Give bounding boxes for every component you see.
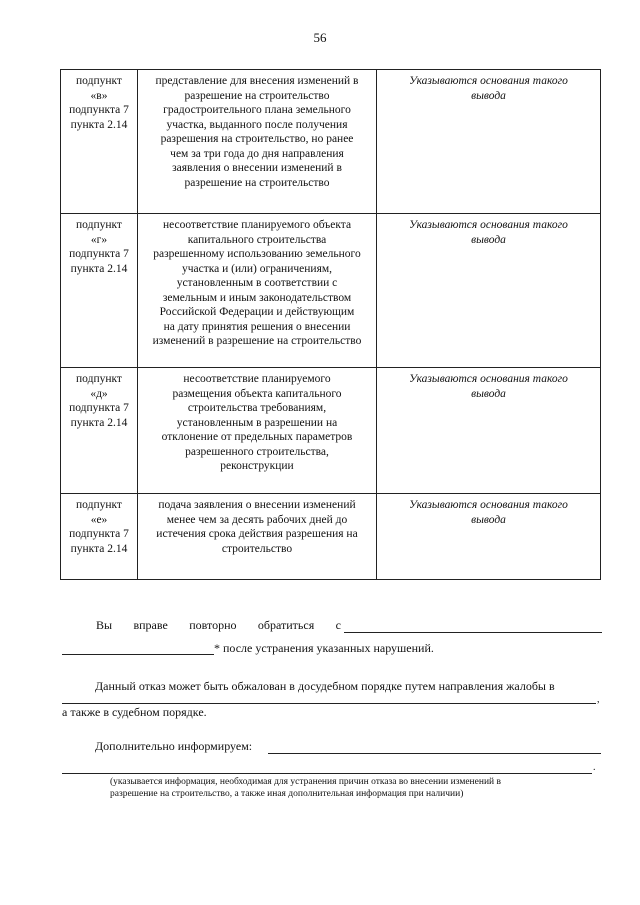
clause-cell: подпункт «г» подпункта 7 пункта 2.14 [61, 214, 138, 368]
reason-cell: подача заявления о внесении изменений менее чем за десять рабочих дней до истечения срока действия разрешения на строительство [138, 494, 377, 580]
appeal-text-cont: а также в судебном порядке. [62, 705, 207, 719]
additional-info-blank-2[interactable] [62, 773, 592, 774]
appeal-authority-blank[interactable] [62, 703, 596, 704]
reapply-text-cont: * после устранения указанных нарушений. [214, 641, 434, 655]
reason-cell: представление для внесения изменений в разрешение на строительство градостроительного плана земельного участка, выданного после получения разрешения на строительство, но ранее чем за три года до дня направления заявления о внесении изменений в разрешение на строительство [138, 70, 377, 214]
refusal-grounds-table [60, 69, 601, 580]
reapply-organization-blank[interactable] [62, 654, 214, 655]
table-row [61, 214, 601, 368]
explanation-cell: Указываются основания такого вывода [377, 368, 601, 494]
additional-info-label: Дополнительно информируем: [95, 739, 253, 753]
additional-info-dot: . [593, 762, 596, 773]
additional-info-blank[interactable] [268, 753, 601, 754]
explanation-cell: Указываются основания такого вывода [377, 494, 601, 580]
clause-cell: подпункт «д» подпункта 7 пункта 2.14 [61, 368, 138, 494]
reapply-recipient-blank[interactable] [344, 632, 602, 633]
explanation-cell: Указываются основания такого вывода [377, 214, 601, 368]
clause-cell: подпункт «в» подпункта 7 пункта 2.14 [61, 70, 138, 214]
reason-cell: несоответствие планируемого объекта капитального строительства разрешенному использованию земельного участка и (или) ограничениям, установленным в соответствии с земельным и иным законодательством Российской Федерации и действующим на дату принятия решения о внесении изменений в разрешение на строительство [138, 214, 377, 368]
clause-cell: подпункт «е» подпункта 7 пункта 2.14 [61, 494, 138, 580]
page-number: 56 [313, 30, 327, 45]
reason-cell: несоответствие планируемого размещения объекта капитального строительства требованиям, установленным в разрешении на отклонение от предельных параметров разрешенного строительства, реконструкции [138, 368, 377, 494]
table-row [61, 368, 601, 494]
explanation-cell: Указываются основания такого вывода [377, 70, 601, 214]
table-row [61, 494, 601, 580]
reapply-text: Вы вправе повторно обратиться с [96, 618, 341, 632]
additional-info-note: (указывается информация, необходимая для устранения причин отказа во внесении изменений в разрешение на строительство, а также иная дополнительная информация при наличии) [110, 777, 501, 799]
table-row [61, 70, 601, 214]
appeal-text: Данный отказ может быть обжалован в досудебном порядке путем направления жалобы в [95, 679, 555, 693]
appeal-comma: , [597, 694, 600, 705]
